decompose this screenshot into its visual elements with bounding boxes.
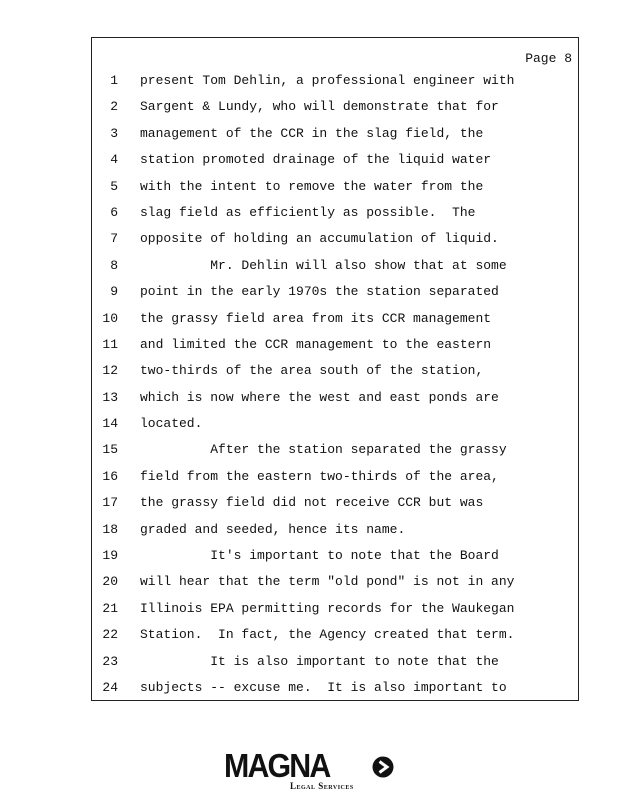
transcript-lines — [92, 68, 578, 701]
line-text: located. — [140, 416, 203, 432]
line-number: 13 — [102, 389, 118, 405]
transcript-line — [92, 490, 578, 516]
transcript-line — [92, 517, 578, 543]
line-text: Sargent & Lundy, who will demonstrate that for — [140, 99, 499, 115]
line-number: 8 — [110, 257, 118, 273]
line-number: 5 — [110, 178, 118, 194]
line-number: 14 — [102, 416, 118, 432]
transcript-line — [92, 675, 578, 701]
line-number: 23 — [102, 653, 118, 669]
transcript-line — [92, 226, 578, 252]
transcript-line — [92, 279, 578, 305]
line-text: slag field as efficiently as possible. The — [140, 204, 476, 220]
line-text: It is also important to note that the — [140, 653, 499, 669]
line-number: 6 — [110, 204, 118, 220]
line-text: and limited the CCR management to the eastern — [140, 336, 492, 352]
transcript-line — [92, 174, 578, 200]
transcript-line — [92, 68, 578, 94]
line-number: 17 — [102, 495, 118, 511]
transcript-line — [92, 147, 578, 173]
line-text: Mr. Dehlin will also show that at some — [140, 257, 507, 273]
transcript-page — [91, 37, 579, 701]
transcript-line — [92, 253, 578, 279]
line-text: graded and seeded, hence its name. — [140, 521, 406, 537]
transcript-line — [92, 622, 578, 648]
line-text: two-thirds of the area south of the station, — [140, 363, 484, 379]
line-text: the grassy field did not receive CCR but was — [140, 495, 484, 511]
line-number: 7 — [110, 231, 118, 247]
transcript-line — [92, 200, 578, 226]
line-number: 18 — [102, 521, 118, 537]
transcript-line — [92, 649, 578, 675]
transcript-line — [92, 358, 578, 384]
line-text: present Tom Dehlin, a professional engineer with — [140, 73, 515, 88]
transcript-line — [92, 332, 578, 358]
line-number: 10 — [102, 310, 118, 326]
transcript-line — [92, 437, 578, 463]
line-text: It's important to note that the Board — [140, 548, 499, 564]
line-text: Illinois EPA permitting records for the Waukegan — [140, 600, 515, 616]
line-text: will hear that the term "old pond" is not in any — [140, 574, 515, 590]
transcript-line — [92, 569, 578, 595]
transcript-line — [92, 306, 578, 332]
transcript-line — [92, 94, 578, 120]
line-text: station promoted drainage of the liquid water — [140, 152, 492, 168]
transcript-line — [92, 596, 578, 622]
line-text: which is now where the west and east ponds are — [140, 389, 499, 405]
logo-subtitle: Legal Services — [290, 781, 354, 791]
line-number: 22 — [102, 627, 118, 643]
line-text: management of the CCR in the slag field, the — [140, 125, 484, 141]
arrow-circle-icon — [372, 756, 394, 778]
line-text: with the intent to remove the water from the — [140, 178, 484, 194]
line-number: 19 — [102, 548, 118, 564]
line-number: 11 — [102, 336, 118, 352]
transcript-line — [92, 385, 578, 411]
line-number: 21 — [102, 600, 118, 616]
line-text: subjects -- excuse me. It is also important to — [140, 679, 507, 695]
line-number: 20 — [102, 574, 118, 590]
transcript-line — [92, 411, 578, 437]
line-text: point in the early 1970s the station separated — [140, 284, 499, 300]
line-text: field from the eastern two-thirds of the area, — [140, 468, 499, 484]
line-number: 16 — [102, 468, 118, 484]
line-number: 12 — [102, 363, 118, 379]
line-number: 2 — [110, 99, 118, 115]
line-number: 24 — [102, 679, 118, 695]
line-number: 4 — [110, 152, 118, 168]
transcript-line — [92, 121, 578, 147]
line-text: opposite of holding an accumulation of liquid. — [140, 231, 499, 247]
line-text: the grassy field area from its CCR management — [140, 310, 492, 326]
magna-logo — [224, 748, 396, 794]
line-number: 15 — [102, 442, 118, 458]
line-number: 1 — [110, 73, 118, 88]
logo-wordmark: MAGNA — [224, 747, 330, 784]
line-number: 9 — [110, 284, 118, 300]
page-number: Page 8 — [525, 51, 572, 66]
line-text: After the station separated the grassy — [140, 442, 507, 458]
transcript-line — [92, 543, 578, 569]
line-number: 3 — [110, 125, 118, 141]
transcript-line — [92, 464, 578, 490]
line-text: Station. In fact, the Agency created that term. — [140, 627, 515, 643]
